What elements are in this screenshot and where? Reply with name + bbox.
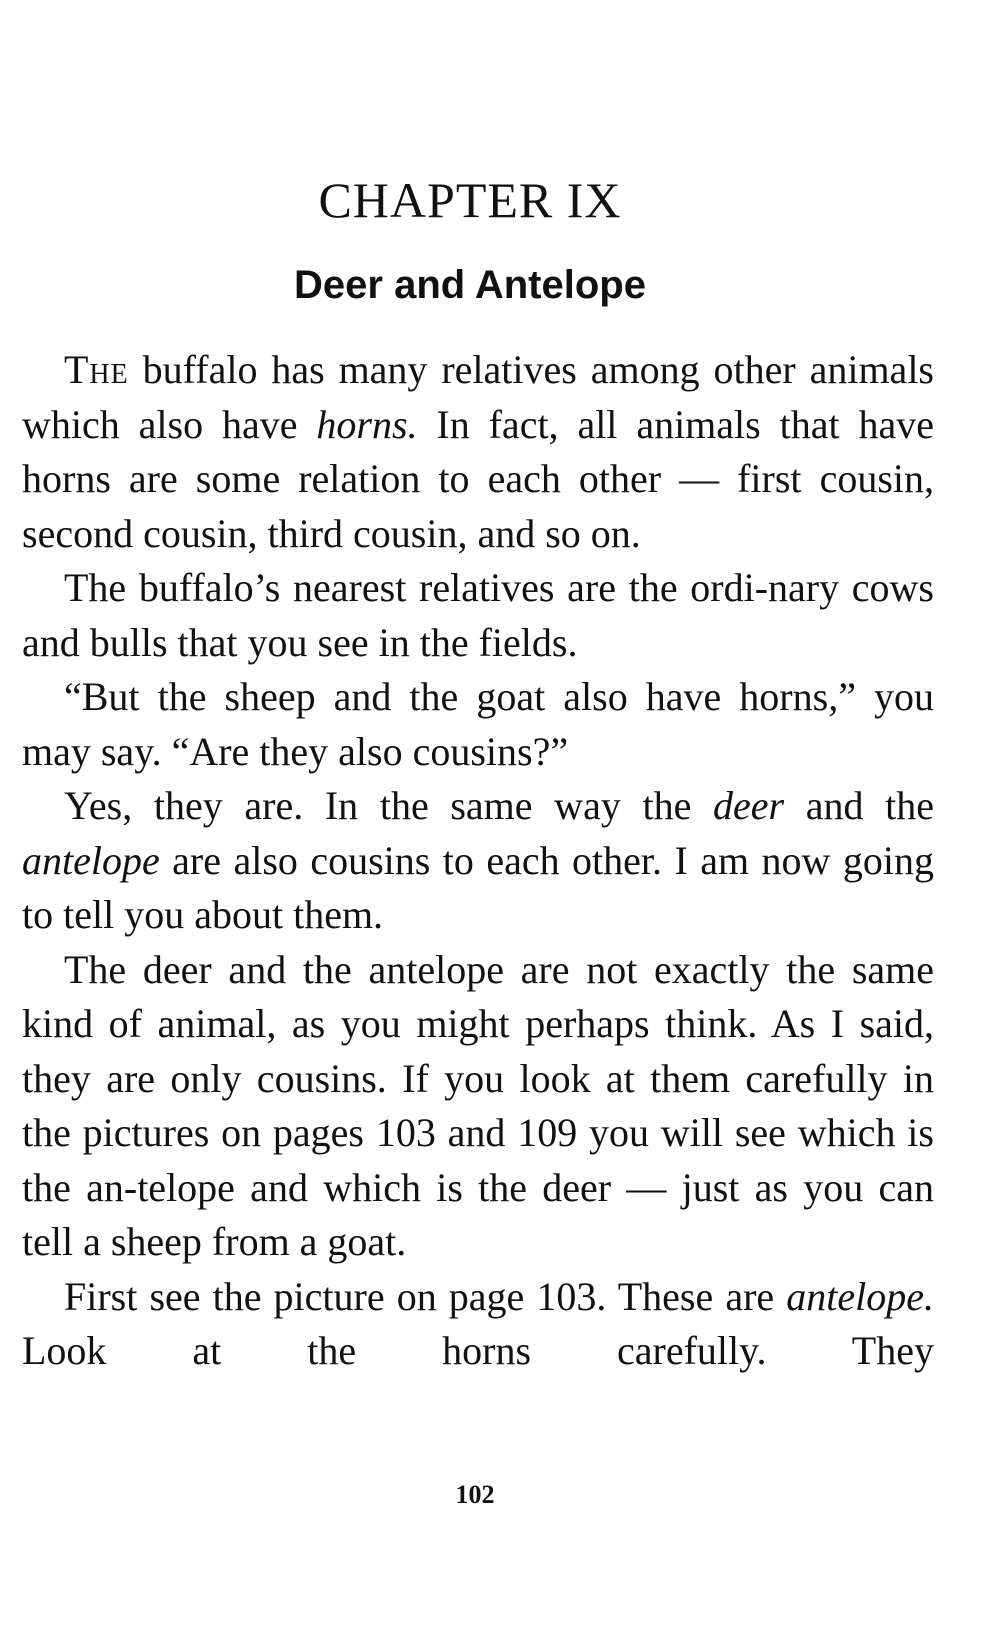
paragraph-2: The buffalo’s nearest relatives are the ordi-nary cows and bulls that you see in the fields. — [22, 565, 934, 665]
page-number: 102 — [455, 1480, 495, 1509]
body-text — [22, 343, 934, 1379]
italic-term: deer — [713, 783, 785, 828]
paragraph-text: First see the picture on page 103. These are — [64, 1273, 787, 1319]
paragraph-4 — [22, 779, 934, 943]
paragraph-text: In fact, all animals that have horns are some relation to each other — first cousin, second cousin, third cousin, and so on. — [22, 401, 934, 556]
paragraph-3: “But the sheep and the goat also have horns,” you may say. “Are they also cousins?” — [22, 674, 934, 774]
paragraph-text: Yes, they are. In the same way the — [64, 783, 713, 828]
paragraph-5: The deer and the antelope are not exactly the same kind of animal, as you might perhaps think. As I said, they are only cousins. If you look at them carefully in the pictures on pages 103 and 109 you will see which is the an-telope and which is the deer — just as you can tell a sheep from a goat. — [22, 946, 934, 1264]
italic-term: antelope. — [786, 1273, 934, 1319]
italic-term: horns. — [316, 401, 418, 447]
chapter-heading: CHAPTER IX — [318, 172, 622, 228]
italic-term: antelope — [22, 837, 160, 883]
paragraph-6 — [22, 1270, 934, 1379]
paragraph-text: buffalo has many relatives among other animals which also have — [22, 347, 934, 447]
paragraph-text: and the — [784, 783, 935, 828]
paragraph-1 — [22, 343, 934, 561]
chapter-title: Deer and Antelope — [294, 263, 646, 307]
paragraph-text: Look at the horns carefully. They — [22, 1328, 934, 1373]
paragraph-text: are also cousins to each other. I am now going to tell you about them. — [22, 837, 934, 937]
small-caps-lead: The — [64, 347, 129, 392]
